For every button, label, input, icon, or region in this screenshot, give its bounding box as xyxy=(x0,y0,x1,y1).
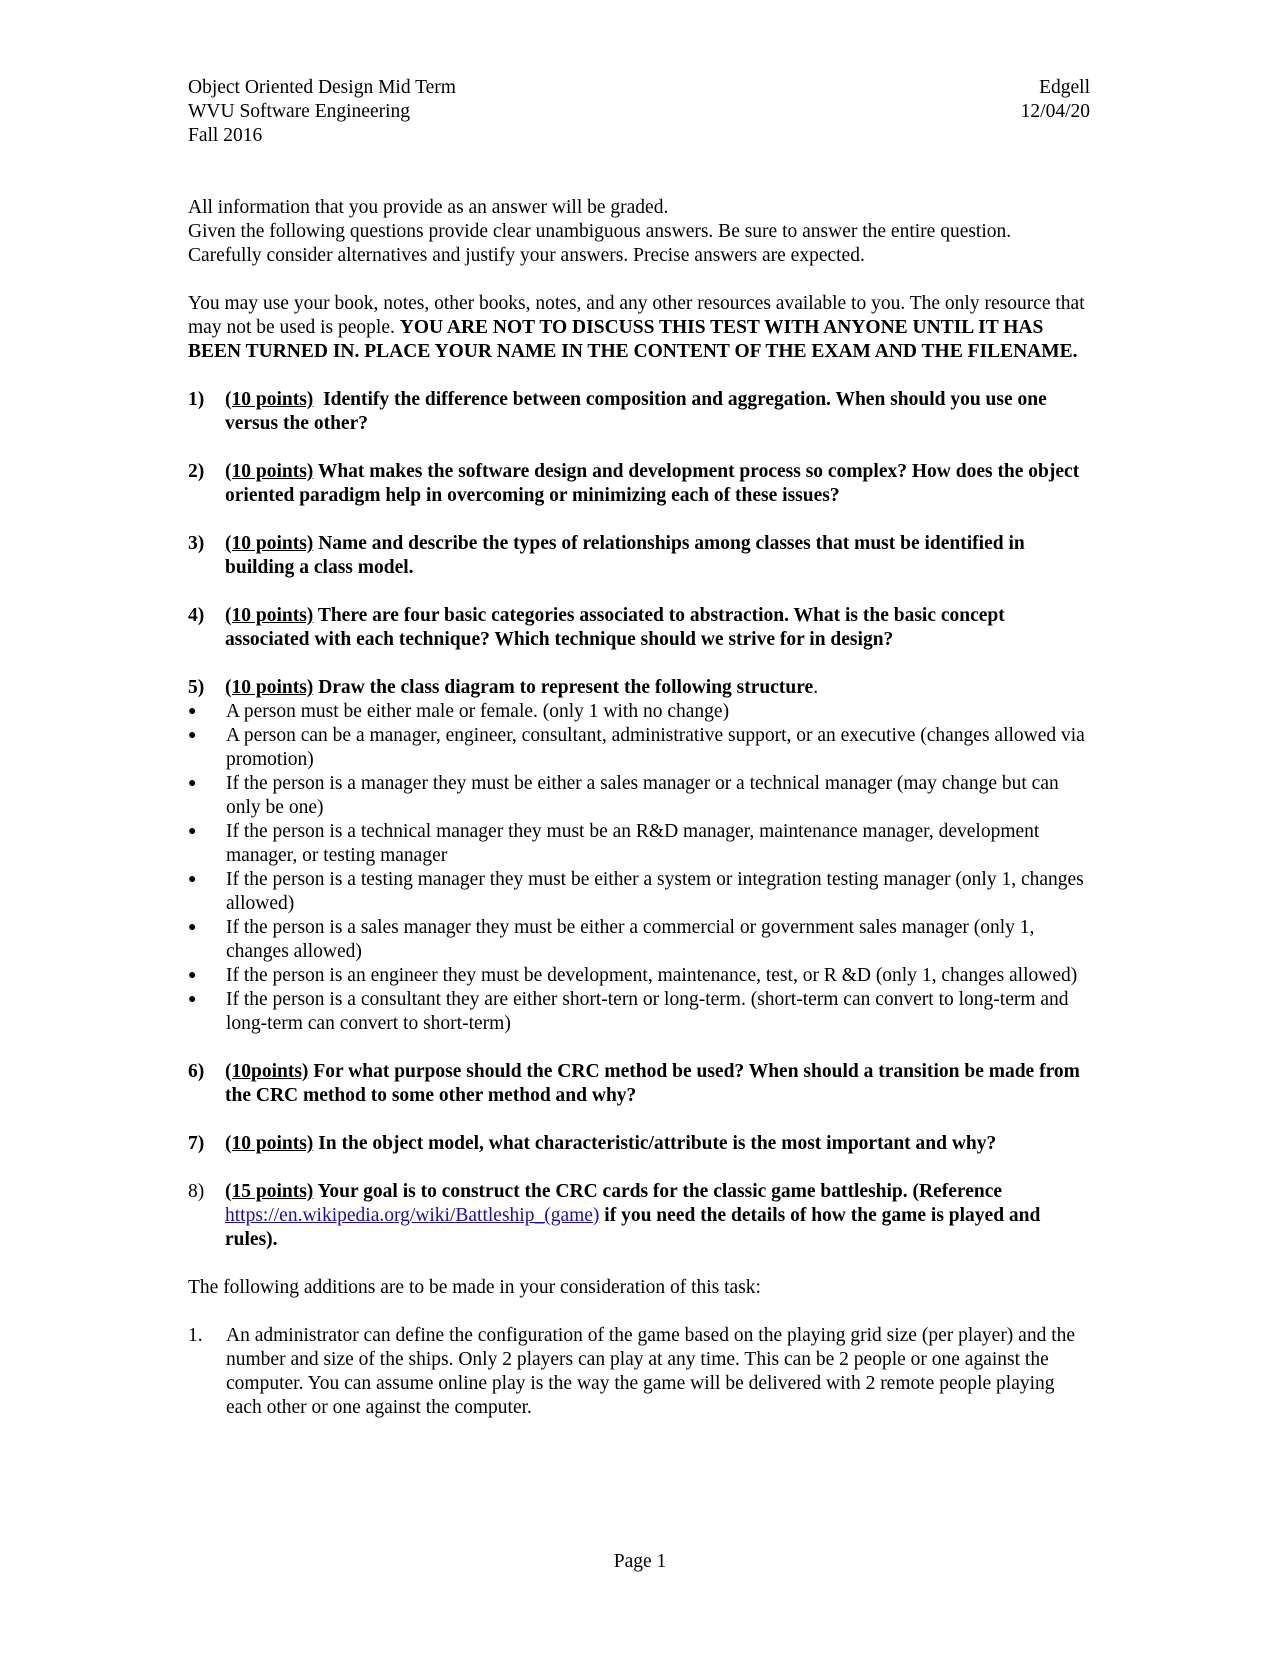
question-5: 5) (10 points) Draw the class diagram to represent the following structure. ● A person must be either male or female. (only 1 with no change) ● A person can be a manager, engineer, consultant, administrative support, or an executive (changes allowed via promotion) ● If the person is a manager they must be either a sales manager or a technical manager (may change but can only be one) ● If the person is a technical manager they must be an R&D manager, maintenance manager, development manager, or testing manager ● If the person is a testing manager they must be either a system or integration testing manager (only 1, changes allowed) ● If the person is a sales manager they must be either a commercial or government sales manager (only 1, changes allowed) ● If the person is an engineer they must be development, maintenance, test, or R &D (only 1, changes allowed) ● If the person is a consultant they are either short-tern or long-term. (short-term can convert to long-term and long-term can convert to short-term) xyxy=(188,676,1090,1036)
question-points: (10 points) xyxy=(225,1133,314,1154)
question-number: 5) xyxy=(188,677,205,698)
task-additions-intro: The following additions are to be made in your consideration of this task: xyxy=(188,1277,761,1298)
question-text: Identify the difference between composition and aggregation. When should you use one versus the other? xyxy=(225,389,1052,434)
item-text: An administrator can define the configuration of the game based on the playing grid size (per player) and the number and size of the ships. Only 2 players can play at any time. This can be 2 people or one against the computer. You can assume online play is the way the game will be delivered with 2 remote people playing each other or one against the computer. xyxy=(226,1325,1076,1418)
list-item: ● If the person is an engineer they must be development, maintenance, test, or R &D (only 1, changes allowed) xyxy=(188,965,1078,986)
question-text: What makes the software design and development process so complex? How does the object oriented paradigm help in overcoming or minimizing each of these issues? xyxy=(225,461,1080,506)
question-number: 1) xyxy=(188,389,205,410)
question-number: 7) xyxy=(188,1133,205,1154)
question-points: (10points) xyxy=(225,1061,309,1082)
question-number: 6) xyxy=(188,1061,205,1082)
question-8 xyxy=(188,1180,1090,1252)
question-text: Name and describe the types of relationships among classes that must be identified in building a class model. xyxy=(225,533,1025,578)
question-2 xyxy=(188,460,1090,508)
list-item: ● If the person is a sales manager they must be either a commercial or government sales manager (only 1, changes allowed) xyxy=(188,917,1035,962)
question-4 xyxy=(188,604,1090,652)
program-name: WVU Software Engineering xyxy=(188,101,411,122)
list-item: ● If the person is a technical manager they must be an R&D manager, maintenance manager, development manager, or testing manager xyxy=(188,821,1040,866)
bullet-icon: ● xyxy=(188,728,197,743)
exam-date: 12/04/20 xyxy=(1020,101,1090,122)
question-text: Your goal is to construct the CRC cards for the classic game battleship. (Reference xyxy=(313,1181,1003,1202)
instruction-line-3: Carefully consider alternatives and justify your answers. Precise answers are expected. xyxy=(188,245,865,266)
resources-text: You may use your book, notes, other books, notes, and any other resources available to you. The only resource that may not be used is people. xyxy=(188,293,1085,338)
task-additions-list xyxy=(151,1324,1090,1420)
instruction-line-2: Given the following questions provide clear unambiguous answers. Be sure to answer the entire question. xyxy=(188,221,1012,242)
resources-paragraph xyxy=(188,292,1090,364)
question-points: (10 points) xyxy=(225,461,314,482)
instructor-name: Edgell xyxy=(1039,77,1090,98)
question-list xyxy=(188,388,1090,1252)
requirement-list xyxy=(188,700,1090,1036)
question-number: 8) xyxy=(188,1181,205,1202)
question-1 xyxy=(188,388,1090,436)
question-points: (10 points) xyxy=(225,677,314,698)
bullet-icon: ● xyxy=(188,992,197,1007)
question-points: (10 points) xyxy=(225,533,314,554)
bullet-icon: ● xyxy=(188,920,197,935)
reference-link[interactable]: https://en.wikipedia.org/wiki/Battleship_(game) xyxy=(225,1205,600,1226)
question-number: 4) xyxy=(188,605,205,626)
header-right xyxy=(1021,76,1090,148)
resources-warning: YOU ARE NOT TO DISCUSS THIS TEST WITH ANYONE UNTIL IT HAS BEEN TURNED IN. PLACE YOUR NAME IN THE CONTENT OF THE EXAM AND THE FILENAME. xyxy=(188,317,1078,362)
document-header xyxy=(188,76,1090,148)
question-number: 2) xyxy=(188,461,205,482)
question-points: (15 points) xyxy=(225,1181,314,1202)
bullet-icon: ● xyxy=(188,968,197,983)
bullet-icon: ● xyxy=(188,704,197,719)
question-text-after: if you need the details of how the game is played and rules). xyxy=(225,1205,1041,1250)
list-item: ● If the person is a testing manager they must be either a system or integration testing manager (only 1, changes allowed) xyxy=(188,869,1084,914)
page-number: Page 1 xyxy=(613,1551,667,1572)
question-points: (10 points) xyxy=(225,389,314,410)
list-item: ● A person must be either male or female. (only 1 with no change) xyxy=(188,701,730,722)
instruction-line-1: All information that you provide as an answer will be graded. xyxy=(188,197,669,218)
item-number: 1. xyxy=(188,1325,203,1346)
list-item: ● A person can be a manager, engineer, consultant, administrative support, or an executive (changes allowed via promotion) xyxy=(188,725,1085,770)
term: Fall 2016 xyxy=(188,125,263,146)
course-title: Object Oriented Design Mid Term xyxy=(188,77,456,98)
question-text: Draw the class diagram to represent the following structure xyxy=(313,677,814,698)
question-number: 3) xyxy=(188,533,205,554)
bullet-icon: ● xyxy=(188,776,197,791)
list-item: ● If the person is a consultant they are either short-tern or long-term. (short-term can convert to long-term and long-term can convert to short-term) xyxy=(188,989,1069,1034)
exam-page xyxy=(188,76,1090,1420)
list-item: ● If the person is a manager they must be either a sales manager or a technical manager (may change but can only be one) xyxy=(188,773,1059,818)
question-7 xyxy=(188,1132,1090,1156)
question-text: For what purpose should the CRC method be used? When should a transition be made from the CRC method to some other method and why? xyxy=(225,1061,1080,1106)
question-text: In the object model, what characteristic/attribute is the most important and why? xyxy=(313,1133,997,1154)
bullet-icon: ● xyxy=(188,824,197,839)
question-3 xyxy=(188,532,1090,580)
bullet-icon: ● xyxy=(188,872,197,887)
question-points: (10 points) xyxy=(225,605,314,626)
header-left xyxy=(188,76,456,148)
question-text: There are four basic categories associated to abstraction. What is the basic concept associated with each technique? Which technique should we strive for in design? xyxy=(225,605,1005,650)
instructions xyxy=(188,196,1090,268)
question-6 xyxy=(188,1060,1090,1108)
list-item xyxy=(151,1324,1090,1420)
